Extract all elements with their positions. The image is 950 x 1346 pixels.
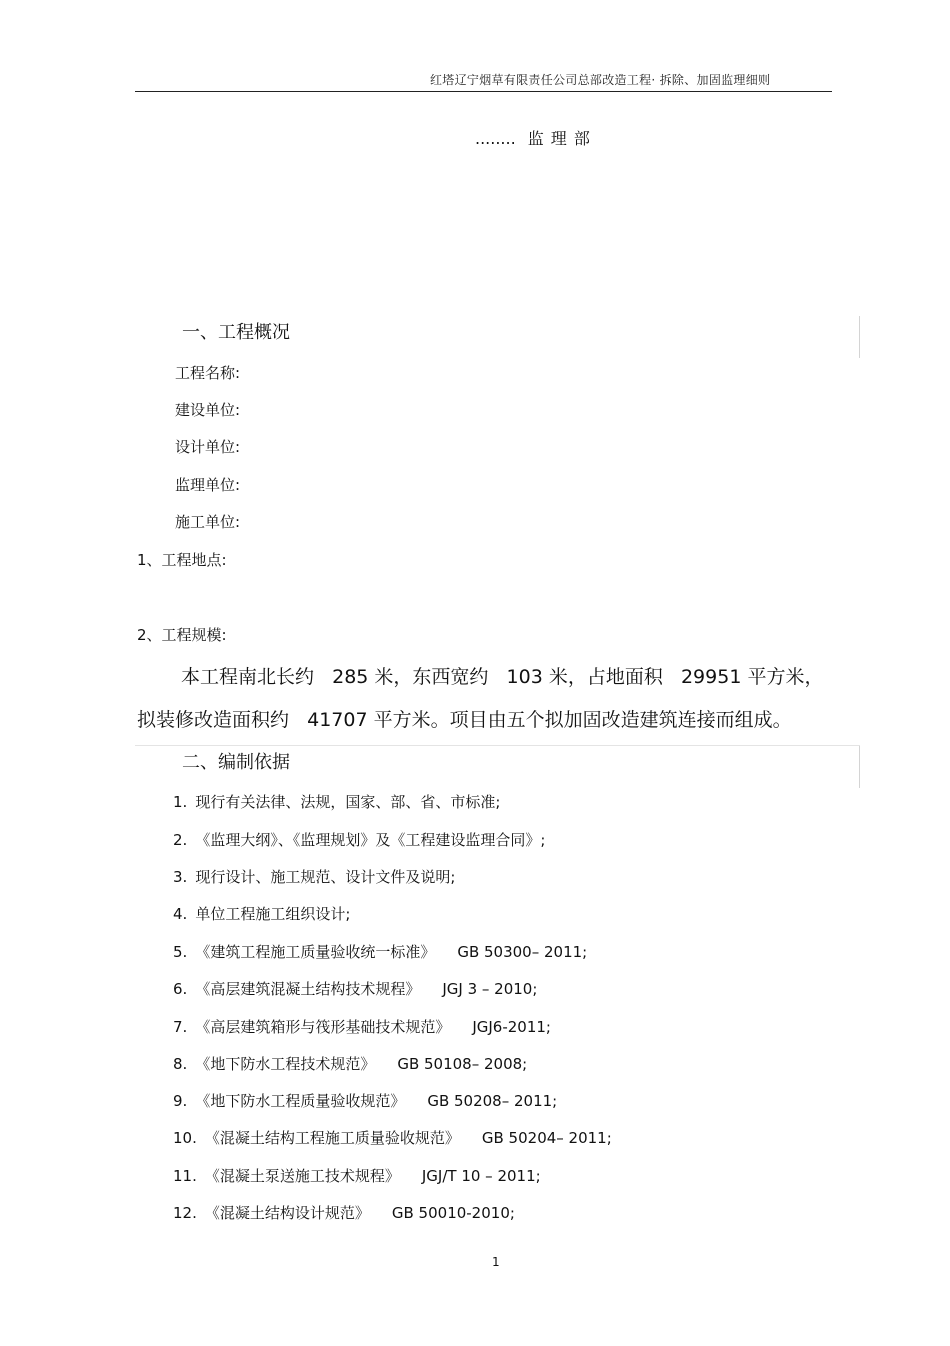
list-item-code: JGJ/T 10 – 2011;	[421, 1167, 541, 1185]
list-item	[173, 1016, 551, 1037]
list-item-text: 《混凝土结构设计规范》	[204, 1204, 370, 1222]
field-project-name: 工程名称:	[175, 364, 241, 382]
list-item-text: 《高层建筑混凝土结构技术规程》	[195, 980, 421, 998]
department-dots: ........	[475, 129, 516, 148]
list-item-number: 2.	[173, 831, 188, 849]
list-item-code: JGJ6-2011;	[472, 1018, 551, 1036]
list-item	[173, 1053, 527, 1074]
list-item-code: GB 50108– 2008;	[397, 1055, 528, 1073]
list-item-code: JGJ 3 – 2010;	[442, 980, 538, 998]
scale-paragraph-line2: 拟装修改造面积约 41707 平方米。项目由五个拟加固改造建筑连接而组成。	[137, 709, 792, 731]
list-item	[173, 1090, 557, 1111]
department-name: 监 理 部	[527, 129, 591, 148]
list-item-text: 现行有关法律、法规，国家、部、省、市标准;	[195, 793, 501, 811]
list-item-code: GB 50010-2010;	[391, 1204, 515, 1222]
running-header: 红塔辽宁烟草有限责任公司总部改造工程· 拆除、加固监理细则	[430, 73, 771, 87]
field-contractor: 施工单位:	[175, 513, 241, 531]
list-item	[173, 978, 537, 999]
department-line	[475, 126, 591, 149]
list-item-text: 《混凝土泵送施工技术规程》	[204, 1167, 400, 1185]
list-item-text: 《监理大纲》、《监理规划》及《工程建设监理合同》;	[195, 831, 546, 849]
list-item-number: 9.	[173, 1092, 188, 1110]
list-item-code: GB 50204– 2011;	[481, 1129, 612, 1147]
list-item	[173, 829, 567, 850]
list-item	[173, 866, 477, 887]
list-item-code: GB 50300– 2011;	[457, 943, 588, 961]
scale-paragraph-line1: 本工程南北长约 285 米，东西宽约 103 米，占地面积 29951 平方米，	[181, 666, 824, 688]
section2-heading: 二、编制依据	[182, 752, 290, 773]
list-item	[173, 1127, 612, 1148]
list-item-text: 单位工程施工组织设计;	[195, 905, 351, 923]
field-designer: 设计单位:	[175, 438, 241, 456]
section1-heading: 一、工程概况	[182, 322, 290, 343]
list-item-text: 《地下防水工程技术规范》	[195, 1055, 376, 1073]
list-item-number: 1.	[173, 793, 188, 811]
section-rule	[135, 745, 860, 746]
list-item-code: GB 50208– 2011;	[427, 1092, 558, 1110]
list-item-text: 《建筑工程施工质量验收统一标准》	[195, 943, 436, 961]
list-item-text: 《高层建筑箱形与筏形基础技术规范》	[195, 1018, 451, 1036]
list-item-text: 《混凝土结构工程施工质量验收规范》	[204, 1129, 460, 1147]
list-item	[173, 1165, 541, 1186]
list-item-text: 现行设计、施工规范、设计文件及说明;	[195, 868, 456, 886]
list-item	[173, 1202, 515, 1223]
list-item-number: 6.	[173, 980, 188, 998]
list-item-number: 7.	[173, 1018, 188, 1036]
header-rule	[135, 91, 832, 92]
page-number: 1	[492, 1255, 500, 1269]
list-item-number: 12.	[173, 1204, 197, 1222]
list-item	[173, 903, 372, 924]
project-scale-label: 2、工程规模:	[137, 626, 227, 644]
list-item	[173, 941, 587, 962]
margin-mark	[859, 746, 860, 788]
list-item-number: 11.	[173, 1167, 197, 1185]
field-supervisor: 监理单位:	[175, 476, 241, 494]
list-item-text: 《地下防水工程质量验收规范》	[195, 1092, 406, 1110]
list-item-number: 8.	[173, 1055, 188, 1073]
list-item	[173, 791, 522, 812]
margin-mark	[859, 316, 860, 358]
list-item-number: 10.	[173, 1129, 197, 1147]
list-item-number: 4.	[173, 905, 188, 923]
field-owner: 建设单位:	[175, 401, 241, 419]
project-location-label: 1、工程地点:	[137, 551, 227, 569]
list-item-number: 3.	[173, 868, 188, 886]
list-item-number: 5.	[173, 943, 188, 961]
